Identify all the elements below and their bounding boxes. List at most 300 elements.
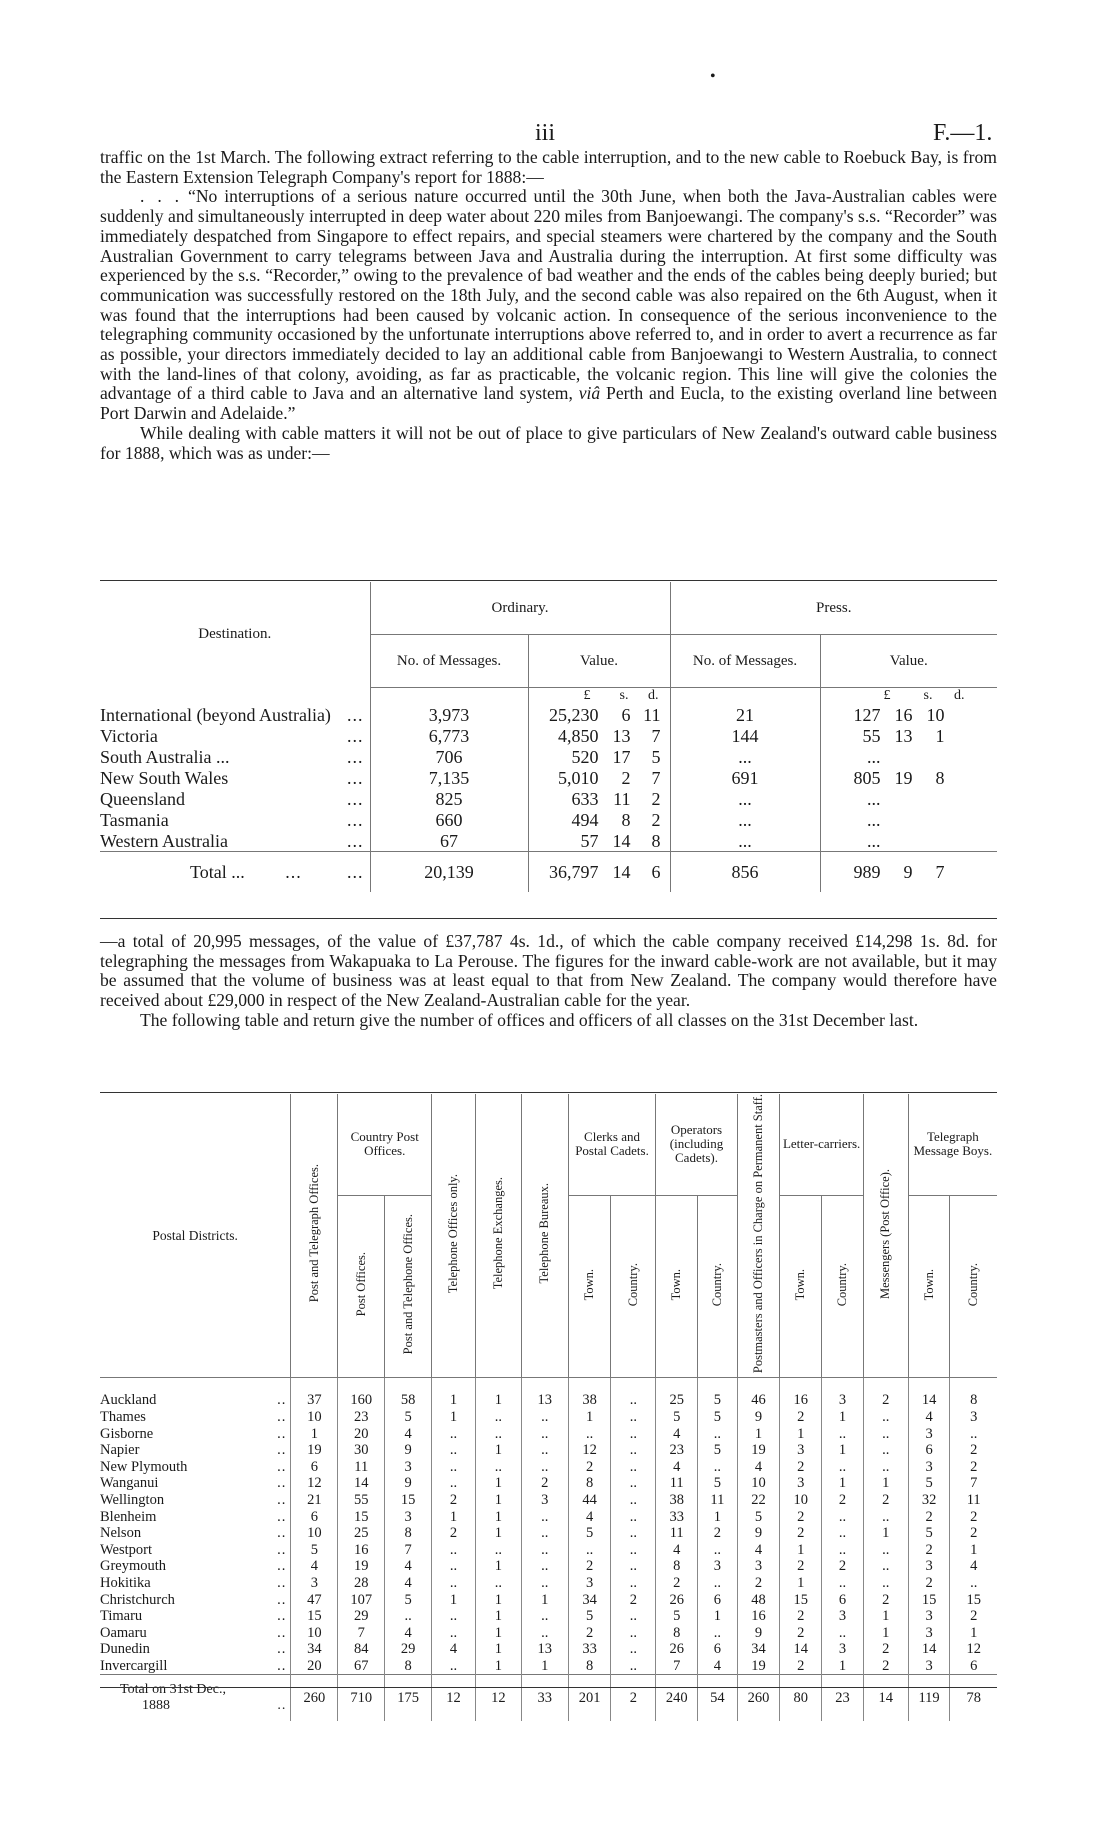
district-value: 11 xyxy=(656,1525,698,1542)
district-value: 33 xyxy=(568,1641,611,1658)
district-value: .. xyxy=(611,1409,656,1426)
cable-row xyxy=(100,704,997,725)
district-value: 12 xyxy=(568,1442,611,1459)
table-bottom-rule xyxy=(100,918,997,919)
press-value-cell: 55 13 1 xyxy=(820,725,997,746)
district-value: 38 xyxy=(656,1492,698,1509)
press-messages-header: No. of Messages. xyxy=(670,635,820,688)
district-value: 2 xyxy=(780,1459,822,1476)
boys-country-subheader: Country. xyxy=(950,1195,997,1378)
district-value: 1 xyxy=(822,1475,864,1492)
district-value: 1 xyxy=(475,1591,521,1608)
district-value: .. xyxy=(475,1541,521,1558)
press-value-cell: 805 19 8 xyxy=(820,767,997,788)
district-value: 1 xyxy=(475,1492,521,1509)
district-value: 4 xyxy=(385,1425,432,1442)
district-value: 55 xyxy=(338,1492,385,1509)
district-value: 21 xyxy=(291,1492,338,1509)
district-value: 2 xyxy=(568,1624,611,1641)
district-row xyxy=(100,1459,997,1476)
district-value: .. xyxy=(385,1608,432,1625)
press-value-units: £ s. d. xyxy=(820,688,997,705)
district-value: .. xyxy=(611,1641,656,1658)
district-value: 5 xyxy=(908,1525,950,1542)
district-value: 2 xyxy=(863,1658,908,1675)
district-value: .. xyxy=(611,1492,656,1509)
district-value: .. xyxy=(863,1459,908,1476)
press-value-cell: ... xyxy=(820,788,997,809)
district-value: 3 xyxy=(908,1624,950,1641)
district-row xyxy=(100,1624,997,1641)
district-value: .. xyxy=(698,1624,738,1641)
district-value: .. xyxy=(863,1442,908,1459)
district-value: 15 xyxy=(338,1508,385,1525)
district-value: .. xyxy=(611,1575,656,1592)
district-value: 1 xyxy=(475,1508,521,1525)
district-value: 23 xyxy=(656,1442,698,1459)
district-value: .. xyxy=(521,1624,568,1641)
total-value: 201 xyxy=(568,1675,611,1722)
district-value: 2 xyxy=(908,1541,950,1558)
district-value: 1 xyxy=(780,1541,822,1558)
total-value: 260 xyxy=(737,1675,780,1722)
district-value: 29 xyxy=(385,1641,432,1658)
clerks-town-subheader: Town. xyxy=(568,1195,611,1378)
district-name: Nelson .. xyxy=(100,1525,287,1542)
total-value: 14 xyxy=(863,1675,908,1722)
district-value: 14 xyxy=(338,1475,385,1492)
district-value: 2 xyxy=(780,1525,822,1542)
district-value: .. xyxy=(521,1541,568,1558)
district-value: 4 xyxy=(698,1658,738,1675)
district-row xyxy=(100,1492,997,1509)
district-value: 3 xyxy=(568,1575,611,1592)
district-value: 3 xyxy=(822,1378,864,1409)
district-value: 3 xyxy=(737,1558,780,1575)
district-value: 15 xyxy=(780,1591,822,1608)
district-value: .. xyxy=(611,1442,656,1459)
district-value: 3 xyxy=(698,1558,738,1575)
district-value: 37 xyxy=(291,1378,338,1409)
postmasters-header: Postmasters and Officers in Charge on Permanent Staff. xyxy=(737,1094,780,1378)
press-value-cell: ... xyxy=(820,746,997,767)
district-value: 29 xyxy=(338,1608,385,1625)
district-value: 25 xyxy=(338,1525,385,1542)
messengers-header: Messengers (Post Office). xyxy=(863,1094,908,1378)
district-value: 6 xyxy=(822,1591,864,1608)
district-value: 160 xyxy=(338,1378,385,1409)
total-value: 12 xyxy=(432,1675,476,1722)
district-value: 3 xyxy=(385,1508,432,1525)
district-value: 16 xyxy=(338,1541,385,1558)
district-value: 4 xyxy=(432,1641,476,1658)
telephone-exchanges-header: Telephone Exchanges. xyxy=(475,1094,521,1378)
district-value: 28 xyxy=(338,1575,385,1592)
district-value: 3 xyxy=(521,1492,568,1509)
district-value: 4 xyxy=(656,1425,698,1442)
total-press-value: 989 9 7 xyxy=(820,852,997,893)
district-value: 44 xyxy=(568,1492,611,1509)
paragraph-total: —a total of 20,995 messages, of the value of £37,787 4s. 1d., of which the cable company received £14,298 1s. 8d. for telegraphing the messages from Wakapuaka to La Perouse. The figures for the inward cable-work are not available, but it may be assumed that the volume of business was at least equal to that from New Zealand. The company would therefore have received about £29,000 in respect of the New Zealand-Australian cable for the year. xyxy=(100,931,997,1011)
district-value: 19 xyxy=(737,1442,780,1459)
district-value: 4 xyxy=(656,1541,698,1558)
district-value: 2 xyxy=(698,1525,738,1542)
district-value: 1 xyxy=(475,1475,521,1492)
district-value: .. xyxy=(475,1425,521,1442)
ordinary-messages-cell: 706 xyxy=(370,746,528,767)
district-value: .. xyxy=(475,1459,521,1476)
district-value: 8 xyxy=(656,1624,698,1641)
district-value: 23 xyxy=(338,1409,385,1426)
district-value: .. xyxy=(521,1459,568,1476)
district-value: 2 xyxy=(863,1378,908,1409)
district-value: .. xyxy=(822,1541,864,1558)
district-value: 2 xyxy=(822,1492,864,1509)
quote-via: viâ xyxy=(578,383,601,404)
district-value: 15 xyxy=(385,1492,432,1509)
district-value: 1 xyxy=(737,1425,780,1442)
district-value: .. xyxy=(521,1525,568,1542)
press-value-cell: ... xyxy=(820,809,997,830)
total-value: 78 xyxy=(950,1675,997,1722)
district-value: .. xyxy=(521,1575,568,1592)
cable-row xyxy=(100,809,997,830)
press-messages-cell: 144 xyxy=(670,725,820,746)
district-value: .. xyxy=(432,1575,476,1592)
district-row xyxy=(100,1508,997,1525)
district-value: 7 xyxy=(950,1475,997,1492)
total-value: 2 xyxy=(611,1675,656,1722)
district-value: 9 xyxy=(385,1442,432,1459)
district-value: 13 xyxy=(521,1378,568,1409)
district-value: 4 xyxy=(385,1558,432,1575)
district-value: 11 xyxy=(698,1492,738,1509)
district-value: .. xyxy=(432,1459,476,1476)
ordinary-messages-cell: 825 xyxy=(370,788,528,809)
district-value: 1 xyxy=(521,1591,568,1608)
press-value-cell: ... xyxy=(820,830,997,852)
quote-text: “No interruptions of a serious nature occurred until the 30th June, when both the Java-Australian cables were suddenly and simultaneously interrupted in deep water about 220 miles from Banjoewangi. The company's s.s. “Recorder” was immediately despatched from Singapore to effect repairs, and special steamers were chartered by the company and the South Australian Government to carry telegrams between Java and Australia during the interruption. At first some difficulty was experienced by the s.s. “Recorder,” owing to the prevalence of bad weather and the ends of the cables being deeply buried; but communication was successfully restored on the 18th July, and the second cable was also repaired on the 6th August, when it was found that the interruptions had been caused by volcanic action. In consequence of the serious inconvenience to the telegraphing community occasioned by the unfortunate interruptions above referred to, and in order to avert a recurrence as far as possible, your directors immediately decided to lay an additional cable from Banjoewangi to Western Australia, to connect with the land-lines of that colony, avoiding, as far as practicable, the volcanic region. This line will give the colonies the advantage of a third cable to Java and an alternative land system, xyxy=(100,186,997,404)
district-value: 6 xyxy=(291,1459,338,1476)
paragraph-traffic: traffic on the 1st March. The following extract referring to the cable interruption, and to the new cable to Roebuck Bay, is from the Eastern Extension Telegraph Company's report for 1888:— xyxy=(100,147,997,187)
district-value: 4 xyxy=(385,1624,432,1641)
telephone-bureaux-header: Telephone Bureaux. xyxy=(521,1094,568,1378)
district-value: 5 xyxy=(385,1409,432,1426)
operators-header: Operators (including Cadets). xyxy=(656,1094,737,1195)
offices-bottom-rule xyxy=(100,1687,997,1688)
district-value: 3 xyxy=(822,1641,864,1658)
district-value: 3 xyxy=(291,1575,338,1592)
district-value: 1 xyxy=(863,1525,908,1542)
district-value: 2 xyxy=(950,1525,997,1542)
cable-business-table xyxy=(100,582,997,892)
district-value: 2 xyxy=(432,1525,476,1542)
district-value: 2 xyxy=(863,1641,908,1658)
district-value: 5 xyxy=(698,1442,738,1459)
district-value: 1 xyxy=(950,1624,997,1641)
district-value: 6 xyxy=(698,1641,738,1658)
district-value: 1 xyxy=(698,1508,738,1525)
ordinary-messages-cell: 6,773 xyxy=(370,725,528,746)
total-value: 119 xyxy=(908,1675,950,1722)
total-value: 12 xyxy=(475,1675,521,1722)
district-value: 1 xyxy=(822,1442,864,1459)
offices-table xyxy=(100,1094,997,1721)
district-value: 8 xyxy=(950,1378,997,1409)
district-value: 5 xyxy=(656,1409,698,1426)
district-value: .. xyxy=(822,1508,864,1525)
carriers-country-subheader: Country. xyxy=(822,1195,864,1378)
district-row xyxy=(100,1608,997,1625)
ordinary-value-cell: 633 11 2 xyxy=(528,788,670,809)
district-value: 5 xyxy=(656,1608,698,1625)
district-value: .. xyxy=(611,1541,656,1558)
district-value: 2 xyxy=(950,1442,997,1459)
district-value: .. xyxy=(568,1541,611,1558)
ordinary-messages-header: No. of Messages. xyxy=(370,635,528,688)
paragraph-offices-intro: The following table and return give the number of offices and officers of all classes on the 31st December last. xyxy=(140,1009,919,1030)
district-value: 46 xyxy=(737,1378,780,1409)
press-messages-cell: ... xyxy=(670,809,820,830)
total-value: 260 xyxy=(291,1675,338,1722)
district-value: 5 xyxy=(698,1475,738,1492)
total-value: 33 xyxy=(521,1675,568,1722)
district-value: 22 xyxy=(737,1492,780,1509)
district-value: .. xyxy=(611,1624,656,1641)
district-value: .. xyxy=(521,1442,568,1459)
district-value: 34 xyxy=(737,1641,780,1658)
district-value: 6 xyxy=(950,1658,997,1675)
district-value: .. xyxy=(863,1409,908,1426)
district-name: Wanganui .. xyxy=(100,1475,287,1492)
clerks-header: Clerks and Postal Cadets. xyxy=(568,1094,656,1195)
ordinary-value-cell: 25,230 6 11 xyxy=(528,704,670,725)
total-label: Total ... xyxy=(190,861,245,882)
page-number: iii xyxy=(535,120,556,146)
operators-country-subheader: Country. xyxy=(698,1195,738,1378)
district-value: .. xyxy=(950,1425,997,1442)
district-value: 1 xyxy=(780,1575,822,1592)
district-value: 9 xyxy=(385,1475,432,1492)
clerks-country-subheader: Country. xyxy=(611,1195,656,1378)
press-value-cell: 127 16 10 xyxy=(820,704,997,725)
offices-top-rule xyxy=(100,1092,997,1093)
district-value: .. xyxy=(611,1378,656,1409)
destination-cell: Western Australia ... xyxy=(100,830,364,851)
district-value: 3 xyxy=(908,1608,950,1625)
district-value: 2 xyxy=(780,1624,822,1641)
total-value: 175 xyxy=(385,1675,432,1722)
district-value: 2 xyxy=(568,1558,611,1575)
district-value: 19 xyxy=(338,1558,385,1575)
district-value: .. xyxy=(698,1459,738,1476)
boys-town-subheader: Town. xyxy=(908,1195,950,1378)
district-value: 1 xyxy=(475,1525,521,1542)
district-value: .. xyxy=(863,1508,908,1525)
district-value: 10 xyxy=(291,1624,338,1641)
district-value: 7 xyxy=(656,1658,698,1675)
destination-cell: New South Wales ... xyxy=(100,767,364,788)
district-value: 2 xyxy=(780,1558,822,1575)
total-ordinary-value: 36,797 14 6 xyxy=(528,852,670,893)
district-value: .. xyxy=(475,1575,521,1592)
district-value: 4 xyxy=(908,1409,950,1426)
district-name: Dunedin .. xyxy=(100,1641,287,1658)
district-value: 5 xyxy=(291,1541,338,1558)
district-value: 107 xyxy=(338,1591,385,1608)
district-name: Westport .. xyxy=(100,1541,287,1558)
district-value: 1 xyxy=(432,1591,476,1608)
ordinary-value-cell: 4,850 13 7 xyxy=(528,725,670,746)
district-value: .. xyxy=(863,1541,908,1558)
district-value: 2 xyxy=(432,1492,476,1509)
district-value: 16 xyxy=(737,1608,780,1625)
district-value: .. xyxy=(568,1425,611,1442)
district-value: 2 xyxy=(737,1575,780,1592)
district-value: 34 xyxy=(291,1641,338,1658)
stray-mark: • xyxy=(710,68,716,85)
district-value: 10 xyxy=(780,1492,822,1509)
district-value: 3 xyxy=(908,1425,950,1442)
district-value: 4 xyxy=(950,1558,997,1575)
total-ordinary-messages: 20,139 xyxy=(370,852,528,893)
district-value: 14 xyxy=(908,1641,950,1658)
district-name: Greymouth .. xyxy=(100,1558,287,1575)
district-value: .. xyxy=(611,1459,656,1476)
district-value: 1 xyxy=(950,1541,997,1558)
quote-ellipsis: . . . xyxy=(140,186,183,207)
district-value: 3 xyxy=(822,1608,864,1625)
district-row xyxy=(100,1658,997,1675)
district-value: 48 xyxy=(737,1591,780,1608)
district-value: 1 xyxy=(863,1624,908,1641)
district-value: 5 xyxy=(737,1508,780,1525)
district-value: 5 xyxy=(385,1591,432,1608)
district-value: .. xyxy=(611,1475,656,1492)
ordinary-messages-cell: 660 xyxy=(370,809,528,830)
district-value: 1 xyxy=(475,1641,521,1658)
ordinary-header: Ordinary. xyxy=(370,582,670,635)
total-value: 54 xyxy=(698,1675,738,1722)
cable-total-row: Total ... ... ... 20,139 36,797 14 6 856 989 9 7 xyxy=(100,852,997,893)
district-value: 2 xyxy=(521,1475,568,1492)
district-value: .. xyxy=(863,1575,908,1592)
district-value: .. xyxy=(822,1575,864,1592)
district-value: 5 xyxy=(698,1378,738,1409)
cable-row xyxy=(100,725,997,746)
district-value: 8 xyxy=(656,1558,698,1575)
district-value: 9 xyxy=(737,1525,780,1542)
district-value: .. xyxy=(521,1558,568,1575)
district-value: .. xyxy=(950,1575,997,1592)
district-value: .. xyxy=(432,1442,476,1459)
letter-carriers-header: Letter-carriers. xyxy=(780,1094,863,1195)
report-text-middle xyxy=(100,932,997,1031)
cable-row xyxy=(100,830,997,852)
district-value: 4 xyxy=(737,1459,780,1476)
district-name: Invercargill .. xyxy=(100,1657,287,1674)
district-value: 3 xyxy=(950,1409,997,1426)
district-value: 10 xyxy=(737,1475,780,1492)
press-messages-cell: ... xyxy=(670,788,820,809)
press-header: Press. xyxy=(670,582,997,635)
district-value: 2 xyxy=(863,1591,908,1608)
district-value: 47 xyxy=(291,1591,338,1608)
district-value: .. xyxy=(475,1409,521,1426)
press-messages-cell: 691 xyxy=(670,767,820,788)
district-value: .. xyxy=(822,1624,864,1641)
table-top-rule xyxy=(100,580,997,581)
report-text-top xyxy=(100,148,997,463)
destination-cell: International (beyond Australia) ... xyxy=(100,704,364,725)
district-value: 8 xyxy=(385,1658,432,1675)
district-value: 5 xyxy=(568,1525,611,1542)
district-value: 3 xyxy=(780,1442,822,1459)
district-value: 7 xyxy=(385,1541,432,1558)
district-value: 5 xyxy=(568,1608,611,1625)
district-value: 1 xyxy=(780,1425,822,1442)
district-value: 2 xyxy=(908,1575,950,1592)
district-value: 2 xyxy=(950,1508,997,1525)
district-value: 34 xyxy=(568,1591,611,1608)
district-value: 1 xyxy=(521,1658,568,1675)
district-value: 8 xyxy=(568,1475,611,1492)
total-press-messages: 856 xyxy=(670,852,820,893)
district-value: 2 xyxy=(780,1608,822,1625)
district-value: 58 xyxy=(385,1378,432,1409)
destination-cell: Tasmania ... xyxy=(100,809,364,830)
district-value: 10 xyxy=(291,1409,338,1426)
district-value: 1 xyxy=(822,1409,864,1426)
district-value: 1 xyxy=(432,1409,476,1426)
district-value: 1 xyxy=(863,1608,908,1625)
post-telegraph-offices-header: Post and Telegraph Offices. xyxy=(291,1094,338,1378)
district-name: Auckland .. xyxy=(100,1392,287,1409)
district-value: .. xyxy=(432,1608,476,1625)
district-value: 6 xyxy=(698,1591,738,1608)
district-value: .. xyxy=(521,1608,568,1625)
district-value: .. xyxy=(822,1425,864,1442)
district-name: New Plymouth .. xyxy=(100,1458,287,1475)
district-value: .. xyxy=(863,1558,908,1575)
cable-row xyxy=(100,788,997,809)
district-value: 2 xyxy=(863,1492,908,1509)
ordinary-value-header: Value. xyxy=(528,635,670,688)
district-value: 1 xyxy=(432,1508,476,1525)
press-messages-cell: ... xyxy=(670,746,820,767)
quote-end: Perth and Eucla, to the existing overland line between Port Darwin and Adelaide.” xyxy=(100,383,997,424)
district-value: 3 xyxy=(908,1658,950,1675)
post-and-telephone-subheader: Post and Telephone Offices. xyxy=(385,1195,432,1378)
district-row xyxy=(100,1409,997,1426)
district-value: .. xyxy=(698,1575,738,1592)
district-value: 20 xyxy=(291,1658,338,1675)
district-value: .. xyxy=(611,1658,656,1675)
district-value: 1 xyxy=(432,1378,476,1409)
destination-cell: Victoria ... xyxy=(100,725,364,746)
district-value: 8 xyxy=(568,1658,611,1675)
district-value: .. xyxy=(521,1409,568,1426)
district-value: 1 xyxy=(568,1409,611,1426)
district-value: 3 xyxy=(908,1459,950,1476)
district-name: Thames .. xyxy=(100,1409,287,1426)
district-row xyxy=(100,1442,997,1459)
district-name: Christchurch .. xyxy=(100,1591,287,1608)
district-value: 1 xyxy=(291,1425,338,1442)
district-value: 2 xyxy=(568,1459,611,1476)
district-value: .. xyxy=(521,1508,568,1525)
district-value: 11 xyxy=(338,1459,385,1476)
